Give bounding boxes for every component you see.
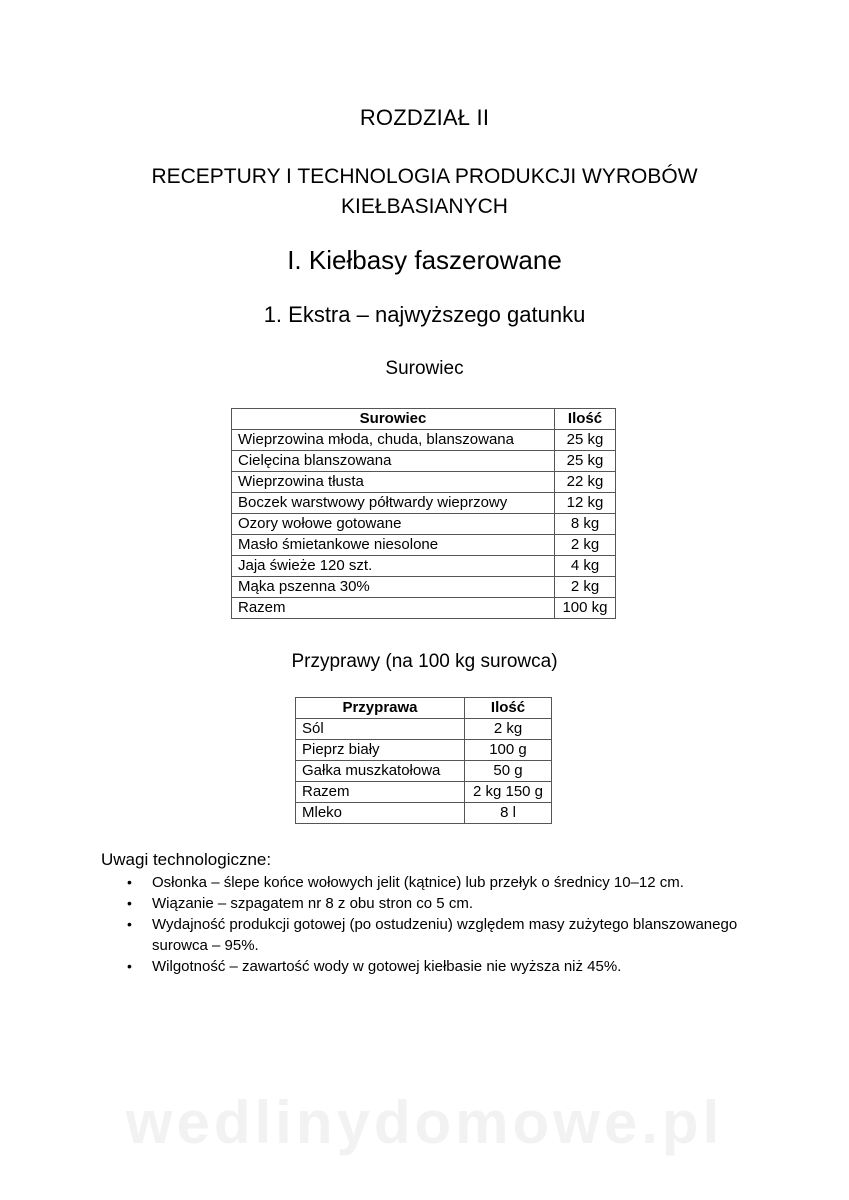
list-item: [122, 872, 762, 893]
table-row: [232, 556, 616, 577]
table-row: [296, 740, 552, 761]
note-text: Wilgotność – zawartość wody w gotowej kiełbasie nie wyższa niż 45%.: [152, 958, 622, 975]
watermark: wedlinydomowe.pl: [125, 1089, 724, 1156]
bullet-icon: •: [127, 874, 132, 890]
ingredient-name: Ozory wołowe gotowane: [232, 514, 555, 535]
column-header-qty: Ilość: [555, 409, 616, 430]
spice-name: Sól: [296, 719, 465, 740]
notes-list: [122, 872, 762, 977]
ingredient-qty: 25 kg: [555, 451, 616, 472]
table-row: [232, 472, 616, 493]
ingredient-qty: 4 kg: [555, 556, 616, 577]
table-row: [232, 535, 616, 556]
table-row-total: [232, 598, 616, 619]
spice-name: Gałka muszkatołowa: [296, 761, 465, 782]
ingredient-name: Razem: [232, 598, 555, 619]
column-header-name: Surowiec: [232, 409, 555, 430]
note-text: Wiązanie – szpagatem nr 8 z obu stron co 5 cm.: [152, 895, 473, 912]
bullet-icon: •: [127, 958, 132, 974]
ingredient-name: Jaja świeże 120 szt.: [232, 556, 555, 577]
ingredient-name: Cielęcina blanszowana: [232, 451, 555, 472]
table-row: [232, 430, 616, 451]
ingredient-qty: 2 kg: [555, 535, 616, 556]
subsection-title: 1. Ekstra – najwyższego gatunku: [263, 302, 586, 327]
notes-title: Uwagi technologiczne:: [101, 850, 272, 869]
spice-qty: 50 g: [465, 761, 552, 782]
ingredient-qty: 100 kg: [555, 598, 616, 619]
list-item: [122, 893, 762, 914]
raw-materials-table: [231, 408, 616, 619]
table-row: [232, 493, 616, 514]
table-row: [296, 803, 552, 824]
ingredient-qty: 25 kg: [555, 430, 616, 451]
spice-name: Mleko: [296, 803, 465, 824]
note-text: Osłonka – ślepe końce wołowych jelit (kątnice) lub przełyk o średnicy 10–12 cm.: [152, 874, 684, 891]
spice-qty: 2 kg 150 g: [465, 782, 552, 803]
ingredient-qty: 2 kg: [555, 577, 616, 598]
ingredient-qty: 8 kg: [555, 514, 616, 535]
column-header-qty: Ilość: [465, 698, 552, 719]
table-row: [232, 577, 616, 598]
ingredient-name: Wieprzowina tłusta: [232, 472, 555, 493]
table-header-row: [296, 698, 552, 719]
ingredient-qty: 22 kg: [555, 472, 616, 493]
spices-heading: Przyprawy (na 100 kg surowca): [291, 651, 558, 672]
ingredient-name: Mąka pszenna 30%: [232, 577, 555, 598]
note-text: Wydajność produkcji gotowej (po ostudzeniu) względem masy zużytego blanszowanego surowca – 95%.: [152, 916, 738, 954]
spice-name: Razem: [296, 782, 465, 803]
table-row: [296, 761, 552, 782]
list-item: [122, 914, 762, 956]
ingredient-name: Masło śmietankowe niesolone: [232, 535, 555, 556]
section-title: I. Kiełbasy faszerowane: [287, 245, 562, 275]
table-header-row: [232, 409, 616, 430]
column-header-name: Przyprawa: [296, 698, 465, 719]
table-row-total: [296, 782, 552, 803]
spice-name: Pieprz biały: [296, 740, 465, 761]
spice-qty: 8 l: [465, 803, 552, 824]
ingredient-name: Boczek warstwowy półtwardy wieprzowy: [232, 493, 555, 514]
spice-qty: 2 kg: [465, 719, 552, 740]
ingredient-name: Wieprzowina młoda, chuda, blanszowana: [232, 430, 555, 451]
chapter-subtitle: RECEPTURY I TECHNOLOGIA PRODUKCJI WYROBÓW KIEŁBASIANYCH: [151, 165, 698, 218]
table-row: [232, 451, 616, 472]
spices-table: [295, 697, 552, 824]
table-row: [296, 719, 552, 740]
bullet-icon: •: [127, 895, 132, 911]
ingredient-qty: 12 kg: [555, 493, 616, 514]
list-item: [122, 956, 762, 977]
chapter-title: ROZDZIAŁ II: [359, 105, 490, 130]
spice-qty: 100 g: [465, 740, 552, 761]
raw-materials-heading: Surowiec: [385, 358, 464, 379]
table-row: [232, 514, 616, 535]
bullet-icon: •: [127, 916, 132, 932]
